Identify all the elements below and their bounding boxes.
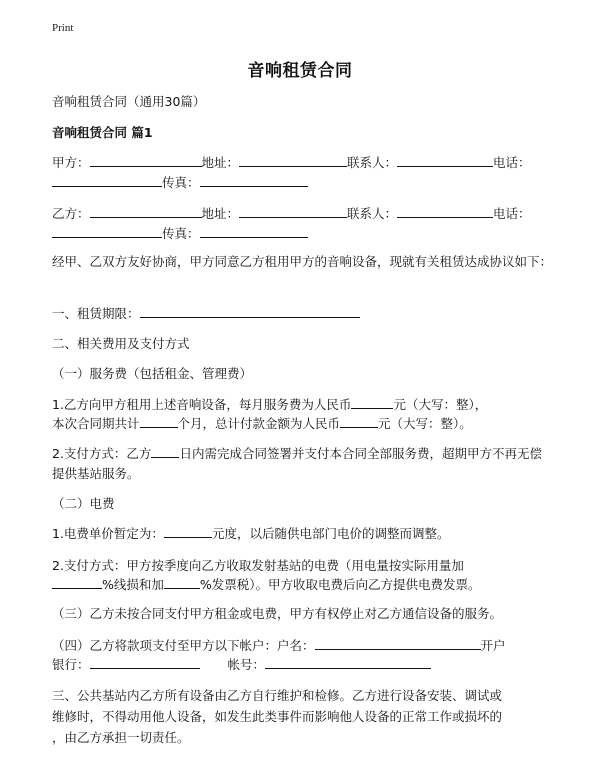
unit-price-blank [164, 524, 212, 538]
account-number-blank [265, 655, 431, 669]
electricity-text: %线损和加 [102, 577, 164, 592]
clause-public-line-2: 维修时，不得动用他人设备，如发生此类事件而影响他人设备的正常工作或损坏的 [52, 709, 503, 724]
party-b-row-1 [52, 204, 552, 224]
party-a-contact-blank [397, 153, 493, 167]
party-b-address-label: 地址： [201, 206, 240, 221]
clause-public-line-3: ，由乙方承担一切责任。 [52, 730, 190, 745]
total-amount-blank [340, 414, 378, 428]
service-fee-clause-1-line-2 [52, 414, 552, 434]
party-a-phone-blank [52, 173, 162, 187]
service-fee-heading: （一）服务费（包括租金、管理费） [52, 366, 253, 381]
party-b-name-blank [90, 204, 202, 218]
party-a-phone-label: 电话： [493, 155, 531, 170]
account-text: （四）乙方将款项支付至甲方以下帐户：户名： [52, 638, 315, 653]
party-b-row-2 [52, 224, 552, 244]
service-fee-text: 本次合同期共计 [52, 416, 140, 431]
electricity-heading: （二）电费 [52, 496, 115, 511]
account-text: 开户 [480, 638, 506, 653]
party-a-address-blank [239, 153, 347, 167]
months-blank [140, 414, 178, 428]
service-fee-text: 1.乙方向甲方租用上述音响设备，每月服务费为人民币 [52, 397, 352, 412]
fees-heading: 二、相关费用及支付方式 [52, 336, 190, 351]
clause-3: （三）乙方未按合同支付甲方租金或电费，甲方有权停止对乙方通信设备的服务。 [52, 606, 503, 621]
party-a-row-2 [52, 173, 552, 193]
payment-text: 日内需完成合同签署并支付本合同全部服务费，超期甲方不再无偿提供基站服务。 [52, 446, 542, 481]
party-a-fax-blank [200, 173, 308, 187]
party-a-label: 甲方： [52, 155, 90, 170]
monthly-fee-blank [351, 395, 393, 409]
payment-days-blank [151, 444, 179, 458]
party-a-contact-label: 联系人： [347, 155, 398, 170]
party-b-phone-blank [52, 224, 162, 238]
service-fee-clause-1-line-1 [52, 395, 552, 415]
electricity-clause-1 [52, 524, 552, 544]
party-a-row-1 [52, 153, 552, 173]
party-b-phone-label: 电话： [493, 206, 531, 221]
account-name-blank [315, 636, 481, 650]
clause-4-line-1 [52, 636, 552, 656]
print-label: Print [52, 22, 74, 34]
electricity-clause-2-line-1: 2.支付方式：甲方按季度向乙方收取发射基站的电费（用电量按实际用量加 [52, 558, 464, 573]
party-a-fax-label: 传真： [162, 175, 200, 190]
invoice-tax-blank [164, 575, 200, 589]
service-fee-clause-2-line-1 [52, 444, 552, 484]
party-b-label: 乙方： [52, 206, 90, 221]
bank-blank [90, 655, 200, 669]
payment-text: 2.支付方式：乙方 [52, 446, 152, 461]
service-fee-text: 个月，总计付款金额为人民币 [177, 416, 341, 431]
account-text: 帐号： [227, 657, 266, 672]
document-title: 音响租赁合同 [247, 61, 353, 81]
party-b-fax-label: 传真： [162, 226, 200, 241]
electricity-text: 元度，以后随供电部门电价的调整而调整。 [211, 526, 450, 541]
electricity-text: %发票税）。甲方收取电费后向乙方提供电费发票。 [199, 577, 481, 592]
lease-term-label: 一、租赁期限： [52, 306, 140, 321]
document-subtitle: 音响租赁合同（通用30篇） [52, 94, 206, 109]
line-loss-blank [52, 575, 102, 589]
party-b-contact-blank [397, 204, 493, 218]
account-text: 银行： [52, 657, 90, 672]
party-b-contact-label: 联系人： [347, 206, 398, 221]
party-b-fax-blank [200, 224, 308, 238]
party-a-address-label: 地址： [201, 155, 240, 170]
section-heading: 音响租赁合同 篇1 [52, 125, 153, 140]
service-fee-text: 元（大写：整）。 [378, 416, 472, 431]
party-b-address-blank [239, 204, 347, 218]
electricity-clause-2-line-2 [52, 575, 552, 595]
lease-term-row [52, 304, 552, 324]
intro-paragraph: 经甲、乙双方友好协商，甲方同意乙方租用甲方的音响设备，现就有关租赁达成协议如下： [52, 254, 553, 269]
clause-public-line-1: 三、公共基站内乙方所有设备由乙方自行维护和检修。乙方进行设备安装、调试或 [52, 688, 503, 703]
service-fee-text: 元（大写：整）， [393, 397, 488, 412]
clause-4-line-2 [52, 655, 552, 675]
lease-term-blank [140, 304, 360, 318]
party-a-name-blank [90, 153, 202, 167]
electricity-text: 1.电费单价暂定为： [52, 526, 164, 541]
